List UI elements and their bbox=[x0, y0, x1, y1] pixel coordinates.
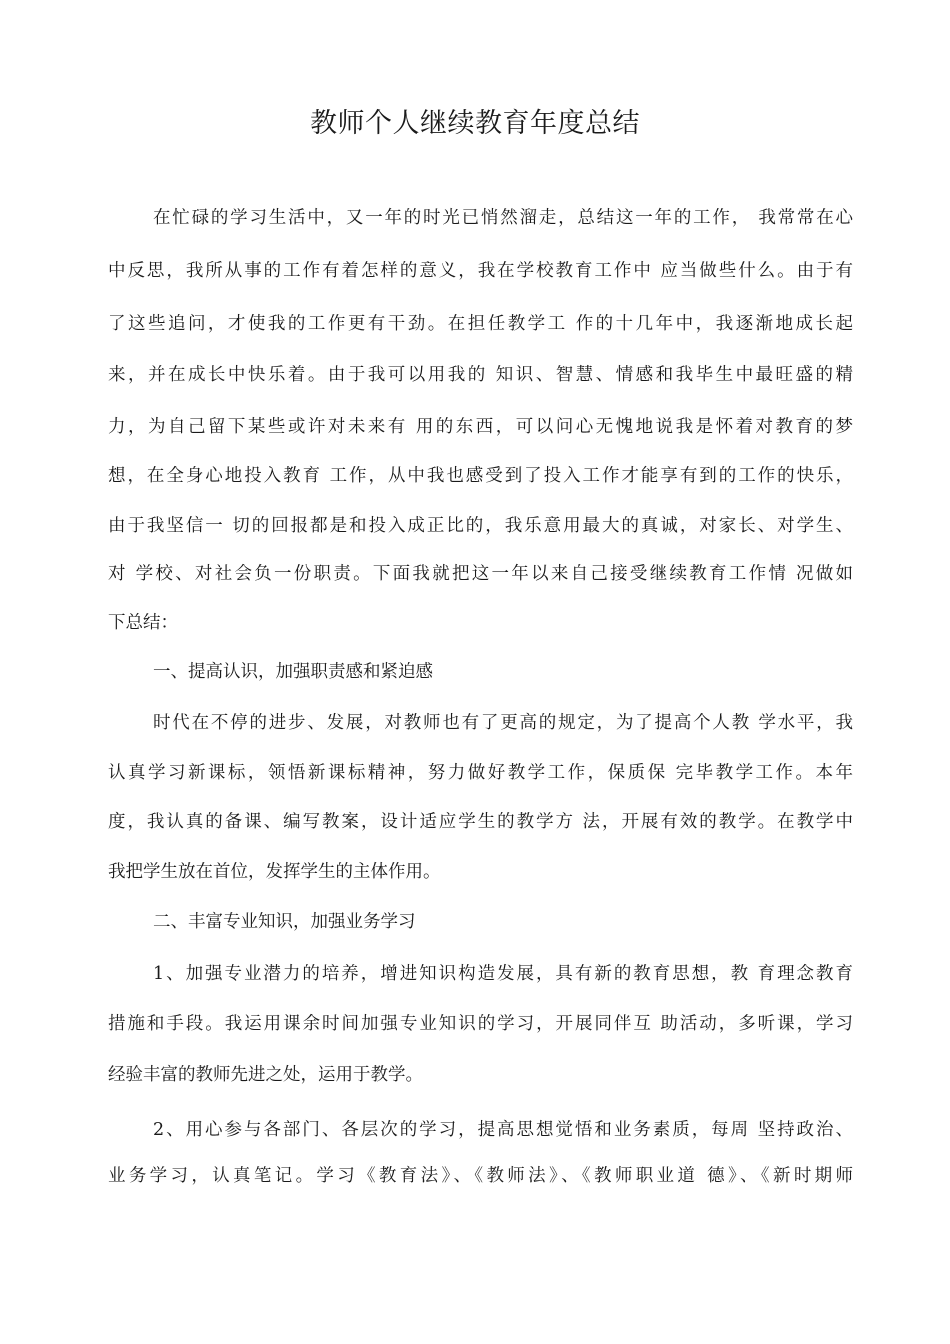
text-line: 在忙碌的学习生活中，又一年的时光已悄然溜走，总结这一年的工作， 我常常在心 bbox=[153, 208, 853, 228]
text-line: 对 学校、对社会负一份职责。下面我就把这一年以来自己接受继续教育工作情 况做如 bbox=[108, 564, 853, 584]
text-line: 中反思，我所从事的工作有着怎样的意义，我在学校教育工作中 应当做些什么。由于有 bbox=[108, 261, 853, 281]
document-title: 教师个人继续教育年度总结 bbox=[310, 108, 640, 139]
text-line: 来，并在成长中快乐着。由于我可以用我的 知识、智慧、情感和我毕生中最旺盛的精 bbox=[108, 365, 853, 385]
text-line: 度，我认真的备课、编写教案，设计适应学生的教学方 法，开展有效的教学。在教学中 bbox=[108, 812, 853, 832]
text-line: 由于我坚信一 切的回报都是和投入成正比的，我乐意用最大的真诚，对家长、对学生、 bbox=[108, 516, 853, 536]
text-line: 业务学习，认真笔记。学习《教育法》、《教师法》、《教师职业道 德》、《新时期师 bbox=[108, 1166, 853, 1186]
section-heading: 二、丰富专业知识，加强业务学习 bbox=[153, 912, 416, 932]
text-line: 我把学生放在首位，发挥学生的主体作用。 bbox=[108, 862, 441, 882]
text-line: 想，在全身心地投入教育 工作，从中我也感受到了投入工作才能享有到的工作的快乐， bbox=[108, 466, 853, 486]
section-heading: 一、提高认识，加强职责感和紧迫感 bbox=[153, 662, 433, 682]
text-line: 经验丰富的教师先进之处，运用于教学。 bbox=[108, 1065, 423, 1085]
text-line: 2、用心参与各部门、各层次的学习，提高思想觉悟和业务素质，每周 坚持政治、 bbox=[153, 1120, 853, 1140]
text-line: 1、加强专业潜力的培养，增进知识构造发展，具有新的教育思想，教 育理念教育 bbox=[153, 964, 853, 984]
text-line: 时代在不停的进步、发展，对教师也有了更高的规定，为了提高个人教 学水平，我 bbox=[153, 713, 853, 733]
text-line: 措施和手段。我运用课余时间加强专业知识的学习，开展同伴互 助活动，多听课，学习 bbox=[108, 1014, 853, 1034]
text-line: 认真学习新课标，领悟新课标精神，努力做好教学工作，保质保 完毕教学工作。本年 bbox=[108, 763, 853, 783]
text-line: 力，为自己留下某些或许对未来有 用的东西，可以问心无愧地说我是怀着对教育的梦 bbox=[108, 417, 853, 437]
text-line: 下总结： bbox=[108, 613, 178, 633]
text-line: 了这些追问，才使我的工作更有干劲。在担任教学工 作的十几年中，我逐渐地成长起 bbox=[108, 314, 853, 334]
